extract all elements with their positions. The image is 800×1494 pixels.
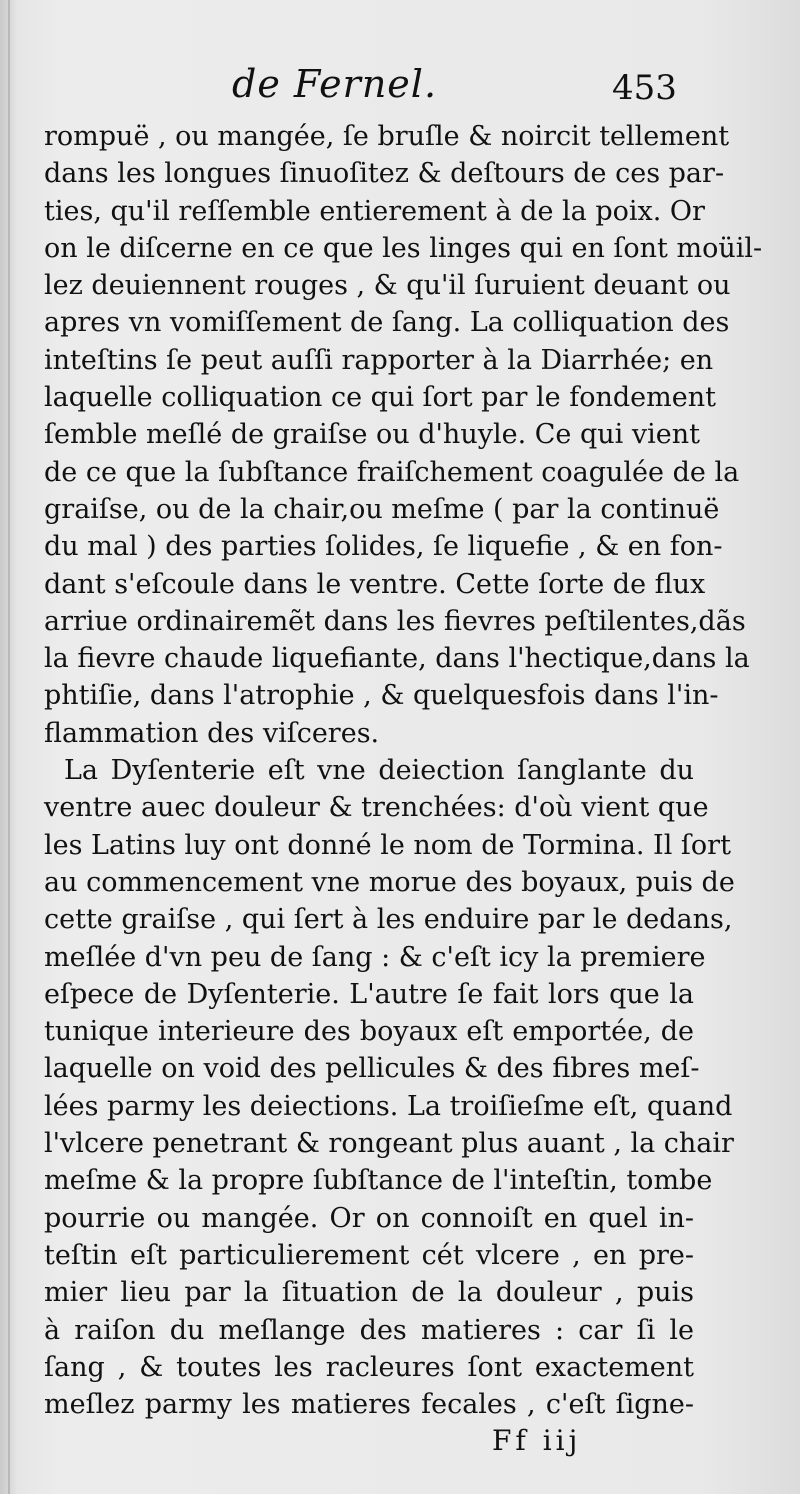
text-line: phtiſie, dans l'atrophie , & quelquesfois dans l'in- bbox=[44, 680, 719, 712]
text-line: rompuë , ou mangée, ſe bruſle & noircit tellement bbox=[44, 121, 730, 152]
text-line: la fievre chaude liquefiante, dans l'hectique,dans la bbox=[44, 643, 750, 675]
paragraph bbox=[44, 752, 735, 1423]
text-line: l'vlcere penetrant & rongeant plus auant , la chair bbox=[44, 1128, 734, 1160]
text-line: laquelle on void des pellicules & des fibres meſ- bbox=[44, 1053, 700, 1085]
text-line: eſpece de Dyſenterie. L'autre ſe fait lors que la bbox=[44, 978, 694, 1010]
page-header bbox=[0, 62, 800, 112]
text-line: lez deuiennent rouges , & qu'il ſuruient deuant ou bbox=[44, 270, 731, 302]
text-line: meſme & la propre ſubſtance de l'inteſtin, tombe bbox=[44, 1165, 713, 1197]
text-line: meſlez parmy les matieres fecales , c'eſt ſigne- bbox=[44, 1389, 694, 1421]
signature-mark: Ff iij bbox=[492, 1424, 582, 1457]
text-line: apres vn vomiſſement de ſang. La colliquation des bbox=[44, 307, 730, 339]
page-number: 453 bbox=[612, 68, 677, 108]
text-line: dant s'eſcoule dans le ventre. Cette ſorte de flux bbox=[44, 568, 706, 600]
body-text bbox=[44, 118, 763, 1423]
text-line: à raiſon du meſlange des matieres : car ſi le bbox=[44, 1314, 694, 1346]
text-line: arriue ordinairemẽt dans les fievres peſtilentes,dãs bbox=[44, 605, 746, 637]
text-line: mier lieu par la ſituation de la douleur , puis bbox=[44, 1277, 694, 1309]
text-line: pourrie ou mangée. Or on connoiſt en quel in- bbox=[44, 1202, 694, 1234]
paragraph bbox=[44, 118, 763, 752]
text-line: au commencement vne morue des boyaux, puis de bbox=[44, 866, 735, 898]
text-line: inteſtins ſe peut auſſi rapporter à la Diarrhée; en bbox=[44, 344, 714, 376]
text-line: La Dyſenterie eſt vne deiection ſanglante du bbox=[64, 755, 694, 787]
text-line: meſlée d'vn peu de ſang : & c'eſt icy la premiere bbox=[44, 941, 706, 973]
text-line: teſtin eſt particulierement cét vlcere , en pre- bbox=[44, 1239, 694, 1271]
text-line: ſemble meſlé de graiſse ou d'huyle. Ce qui vient bbox=[44, 419, 700, 451]
text-line: ties, qu'il reſſemble entierement à de la poix. Or bbox=[44, 195, 705, 227]
text-line: du mal ) des parties ſolides, ſe liquefie , & en fon- bbox=[44, 531, 723, 563]
text-line: tunique interieure des boyaux eſt emportée, de bbox=[44, 1016, 694, 1048]
text-line: flammation des viſceres. bbox=[44, 717, 380, 749]
paragraph-container bbox=[44, 118, 763, 1423]
text-line: ſang , & toutes les racleures ſont exactement bbox=[44, 1351, 694, 1383]
text-line: dans les longues ſinuoſitez & deſtours de ces par- bbox=[44, 158, 725, 190]
text-line: on le diſcerne en ce que les linges qui en ſont moüil- bbox=[44, 232, 763, 264]
gutter-shadow bbox=[8, 0, 10, 1494]
text-line: laquelle colliquation ce qui ſort par le fondement bbox=[44, 382, 716, 414]
text-line: de ce que la ſubſtance fraiſchement coagulée de la bbox=[44, 456, 740, 488]
text-line: cette graiſse , qui ſert à les enduire par le dedans, bbox=[44, 904, 733, 936]
text-line: ventre auec douleur & trenchées: d'où vient que bbox=[44, 792, 709, 824]
text-line: lées parmy les deiections. La troiſieſme eſt, quand bbox=[44, 1090, 733, 1122]
running-title: de Fernel. bbox=[232, 62, 438, 106]
text-line: graiſse, ou de la chair,ou meſme ( par la continuë bbox=[44, 493, 720, 525]
text-line: les Latins luy ont donné le nom de Tormina. Il ſort bbox=[44, 829, 731, 861]
